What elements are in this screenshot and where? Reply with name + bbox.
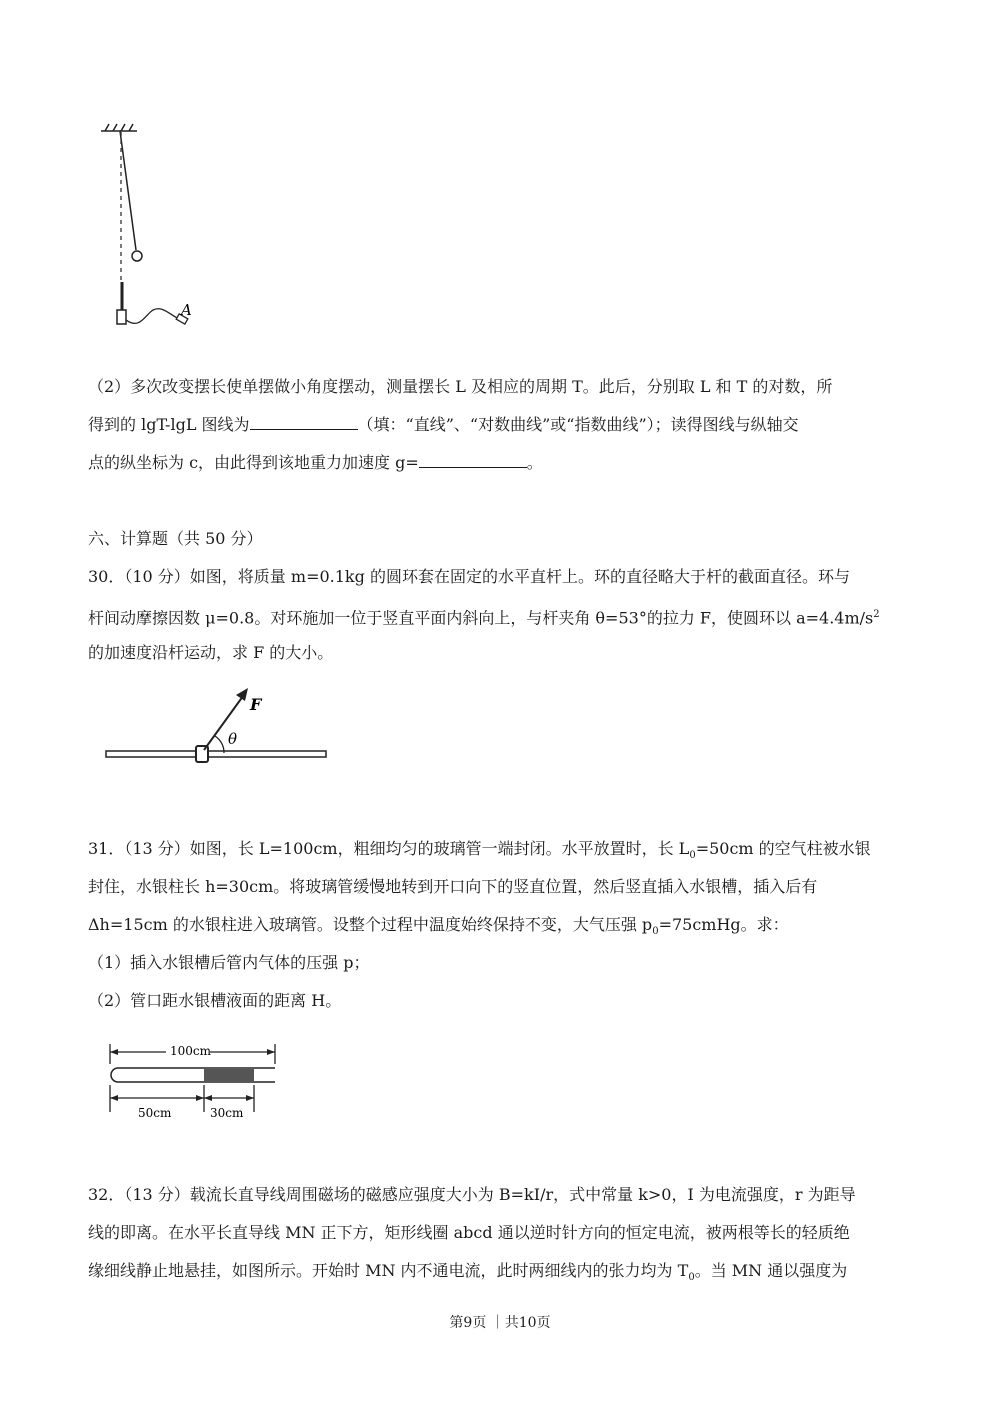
horizontal-rod <box>106 751 326 757</box>
dim-air-arrow-left <box>110 1095 118 1101</box>
label-50cm: 50cm <box>138 1106 172 1120</box>
q32-line2: 线的即离。在水平长直导线 MN 正下方，矩形线圈 abcd 通以逆时针方向的恒定电流，被两根等长的轻质绝 <box>88 1223 850 1242</box>
ring-rod-figure <box>100 680 330 775</box>
pendulum-figure <box>95 120 210 335</box>
mercury-column <box>204 1069 254 1081</box>
q29-part2-line2 <box>88 414 918 436</box>
q31-line1-subscript: 0 <box>689 850 696 862</box>
glass-tube-figure <box>100 1040 285 1125</box>
dim-hg-arrow-left <box>204 1095 212 1101</box>
dim-top-arrow-left <box>110 1049 118 1055</box>
q31-line1-text-a: 31．（13 分）如图，长 L=100cm，粗细均匀的玻璃管一端封闭。水平放置时，长 L <box>88 839 690 858</box>
q30-line2-superscript: 2 <box>873 609 880 620</box>
q31-line1-text-b: =50cm 的空气柱被水银 <box>695 839 871 858</box>
q29-part2-line3 <box>88 452 918 474</box>
page-footer: 第9页 ｜共10页 <box>449 1315 551 1331</box>
answer-blank-gravity[interactable] <box>419 452 527 468</box>
q31-line3-text-b: =75cmHg。求： <box>658 915 789 934</box>
label-100cm: 100cm <box>170 1044 212 1058</box>
dim-air-arrow-right <box>196 1095 204 1101</box>
label-f: F <box>250 695 262 714</box>
q30-line2 <box>88 604 918 629</box>
q29-part2-line1: （2）多次改变摆长使单摆做小角度摆动，测量摆长 L 及相应的周期 T。此后，分别取 L 和 T 的对数，所 <box>88 377 833 396</box>
q31-line4: （1）插入水银槽后管内气体的压强 p； <box>88 953 370 972</box>
q31-line5: （2）管口距水银槽液面的距离 H。 <box>88 991 342 1010</box>
q29-part2-line2-prefix: 得到的 lgT-lgL 图线为 <box>88 415 250 434</box>
q29-part2-line2-suffix: （填：“直线”、“对数曲线”或“指数曲线”）；读得图线与纵轴交 <box>357 415 799 434</box>
q31-line3-subscript: 0 <box>652 926 659 938</box>
q31-line1 <box>88 838 918 867</box>
sensor-cable <box>126 309 177 324</box>
q32-line3-text-b: 。当 MN 通以强度为 <box>694 1261 848 1280</box>
q32-line1: 32．（13 分）载流长直导线周围磁场的磁感应强度大小为 B=kI/r，式中常量 k>0，I 为电流强度，r 为距导 <box>88 1185 856 1204</box>
label-theta: θ <box>228 730 238 748</box>
ceiling-support <box>101 124 137 131</box>
label-30cm: 30cm <box>210 1106 244 1120</box>
q29-part2-line3-prefix: 点的纵坐标为 c，由此得到该地重力加速度 g= <box>88 453 419 472</box>
q32-line3 <box>88 1260 918 1289</box>
answer-blank-graph-type[interactable] <box>250 414 358 430</box>
q32-line3-subscript: 0 <box>688 1272 695 1284</box>
q30-line1: 30．（10 分）如图，将质量 m=0.1kg 的圆环套在固定的水平直杆上。环的直径略大于杆的截面直径。环与 <box>88 567 850 586</box>
section-heading: 六、计算题（共 50 分） <box>88 529 263 548</box>
dim-hg-arrow-right <box>246 1095 254 1101</box>
label-a: A <box>181 301 192 319</box>
q31-line3-text-a: Δh=15cm 的水银柱进入玻璃管。设整个过程中温度始终保持不变，大气压强 p <box>88 915 653 934</box>
sensor-box <box>117 310 126 324</box>
dim-top-arrow-right <box>267 1049 275 1055</box>
q30-line2-text: 杆间动摩擦因数 μ=0.8。对环施加一位于竖直平面内斜向上，与杆夹角 θ=53°的拉力 F，使圆环以 a=4.4m/s <box>88 608 874 628</box>
pendulum-bob <box>132 251 142 261</box>
q29-part2-line3-suffix: 。 <box>526 453 543 472</box>
q31-line2: 封住，水银柱长 h=30cm。将玻璃管缓慢地转到开口向下的竖直位置，然后竖直插入水银槽，插入后有 <box>88 877 818 896</box>
q32-line3-text-a: 缘细线静止地悬挂，如图所示。开始时 MN 内不通电流，此时两细线内的张力均为 T <box>88 1261 689 1280</box>
q30-line3: 的加速度沿杆运动，求 F 的大小。 <box>88 643 334 662</box>
pendulum-string <box>120 131 136 250</box>
force-arrow <box>204 692 246 750</box>
q31-line3 <box>88 914 918 943</box>
